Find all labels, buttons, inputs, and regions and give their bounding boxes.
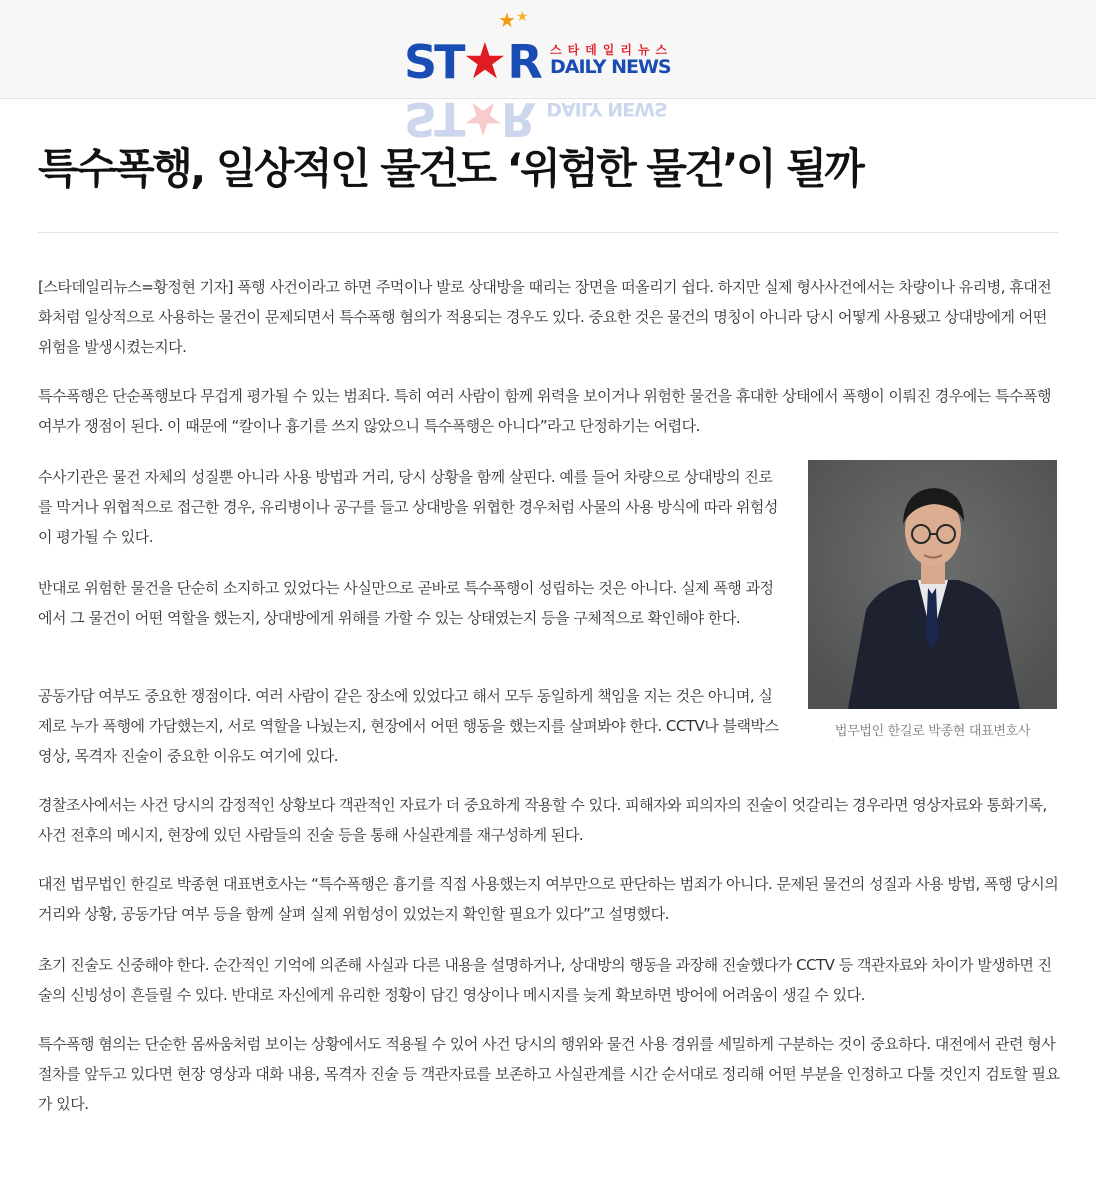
site-header: [0, 0, 1096, 146]
logo-reflection: ST★R DAILY NEWS: [404, 92, 667, 146]
article-paragraph: 경찰조사에서는 사건 당시의 감정적인 상황보다 객관적인 자료가 더 중요하게 작용할 수 있다. 피해자와 피의자의 진술이 엇갈리는 경우라면 영상자료와 통화기록, 사건 전후의 메시지, 현장에 있던 사람들의 진술 등을 통해 사실관계를 재구성하게 된다.: [38, 796, 1047, 844]
article-paragraph: 수사기관은 물건 자체의 성질뿐 아니라 사용 방법과 거리, 당시 상황을 함께 살핀다. 예를 들어 차량으로 상대방의 진로를 막거나 위협적으로 접근한 경우, 유리병이나 공구를 들고 상대방을 위협한 경우처럼 사물의 사용 방식에 따라 위험성이 평가될 수 있다.: [38, 468, 778, 546]
logo-letters-left: ST: [404, 35, 463, 89]
logo-letters-right: R: [507, 35, 540, 89]
lawyer-portrait-photo[interactable]: [808, 460, 1057, 709]
logo-english-text: DAILY NEWS: [550, 56, 671, 78]
article-paragraph: 특수폭행은 단순폭행보다 무겁게 평가될 수 있는 범죄다. 특히 여러 사람이 함께 위력을 보이거나 위험한 물건을 휴대한 상태에서 폭행이 이뤄진 경우에는 특수폭행 여부가 쟁점이 된다. 이 때문에 “칼이나 흉기를 쓰지 않았으니 특수폭행은 아니다”라고 단정하기는 어렵다.: [38, 387, 1051, 435]
article-paragraph: 특수폭행 혐의는 단순한 몸싸움처럼 보이는 상황에서도 적용될 수 있어 사건 당시의 행위와 물건 사용 경위를 세밀하게 구분하는 것이 중요하다. 대전에서 관련 형사절차를 앞두고 있다면 현장 영상과 대화 내용, 목격자 진술 등 객관자료를 보존하고 사실관계를 시간 순서대로 정리해 어떤 부분을 인정하고 다툴 것인지 검토할 필요가 있다.: [38, 1035, 1060, 1113]
article-paragraph: 초기 진술도 신중해야 한다. 순간적인 기억에 의존해 사실과 다른 내용을 설명하거나, 상대방의 행동을 과장해 진술했다가 CCTV 등 객관자료와 차이가 발생하면 진술의 신빙성이 흔들릴 수 있다. 반대로 자신에게 유리한 정황이 담긴 영상이나 메시지를 늦게 확보하면 방어에 어려움이 생길 수 있다.: [38, 956, 1052, 1004]
photo-caption: 법무법인 한길로 박종현 대표변호사: [834, 724, 1031, 739]
site-logo[interactable]: [404, 8, 694, 146]
article-paragraph: 반대로 위험한 물건을 단순히 소지하고 있었다는 사실만으로 곧바로 특수폭행이 성립하는 것은 아니다. 실제 폭행 과정에서 그 물건이 어떤 역할을 했는지, 상대방에게 위해를 가할 수 있는 상태였는지 등을 구체적으로 확인해야 한다.: [38, 579, 774, 627]
logo-star-icon: ★: [462, 32, 508, 90]
article-paragraph: 대전 법무법인 한길로 박종현 대표변호사는 “특수폭행은 흉기를 직접 사용했는지 여부만으로 판단하는 범죄가 아니다. 문제된 물건의 성질과 사용 방법, 폭행 당시의 거리와 상황, 공동가담 여부 등을 함께 살펴 실제 위험성이 있었는지 확인할 필요가 있다”고 설명했다.: [38, 875, 1059, 923]
article-paragraph: 공동가담 여부도 중요한 쟁점이다. 여러 사람이 같은 장소에 있었다고 해서 모두 동일하게 책임을 지는 것은 아니며, 실제로 누가 폭행에 가담했는지, 서로 역할을 나눴는지, 현장에서 어떤 행동을 했는지를 살펴봐야 한다. CCTV나 블랙박스 영상, 목격자 진술이 중요한 이유도 여기에 있다.: [38, 687, 779, 765]
article-title: 특수폭행, 일상적인 물건도 ‘위험한 물건’이 될까: [38, 144, 863, 193]
portrait-illustration: [808, 460, 1057, 709]
logo-stars-icon: ★★: [498, 8, 529, 32]
article-paragraph: [스타데일리뉴스=황정현 기자] 폭행 사건이라고 하면 주먹이나 발로 상대방을 때리는 장면을 떠올리기 쉽다. 하지만 실제 형사사건에서는 차량이나 유리병, 휴대전화처럼 일상적으로 사용하는 물건이 문제되면서 특수폭행 혐의가 적용되는 경우도 있다. 중요한 것은 물건의 명칭이 아니라 당시 어떻게 사용됐고 상대방에게 어떤 위험을 발생시켰는지다.: [38, 278, 1052, 356]
title-divider: [38, 232, 1058, 233]
logo-korean-text: 스타데일리뉴스: [550, 43, 674, 57]
logo-wordmark: [404, 32, 540, 90]
